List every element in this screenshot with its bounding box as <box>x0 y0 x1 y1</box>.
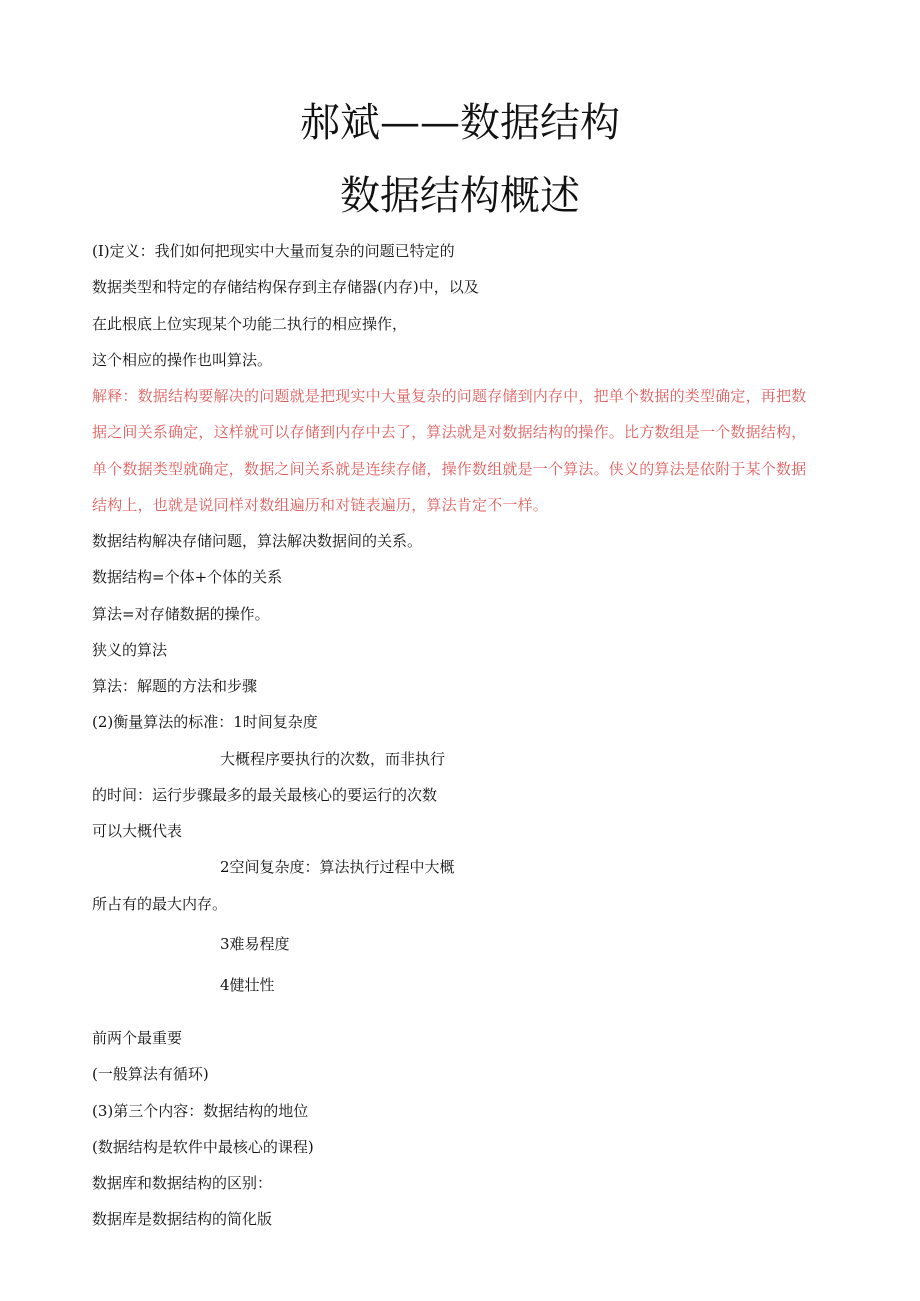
explanation-line-1: 解释：数据结构要解决的问题就是把现实中大量复杂的问题存储到内存中，把单个数据的类型确定，再把数 <box>92 387 807 405</box>
document-title: 郝斌——数据结构 <box>300 100 620 146</box>
definition-line-1: (I)定义：我们如何把现实中大量而复杂的问题已特定的 <box>92 242 455 260</box>
explanation-line-4: 结构上，也就是说同样对数组遍历和对链表遍历，算法肯定不一样。 <box>92 496 549 514</box>
explanation-line-2: 据之间关系确定，这样就可以存储到内存中去了，算法就是对数据结构的操作。比方数组是一个数据结构， <box>92 423 807 441</box>
space-complexity-line-1: 2空间复杂度：算法执行过程中大概 <box>220 858 455 876</box>
difficulty-line: 3难易程度 <box>220 935 290 953</box>
definition-line-3: 在此根底上位实现某个功能二执行的相应操作， <box>92 315 408 333</box>
time-complexity-line-2: 的时间：运行步骤最多的最关最核心的要运行的次数 <box>92 786 438 804</box>
time-complexity-line-3: 可以大概代表 <box>92 822 183 840</box>
summary-line-3: 算法=对存储数据的操作。 <box>92 605 270 623</box>
importance-line: 前两个最重要 <box>92 1029 183 1047</box>
robustness-line: 4健壮性 <box>220 976 275 994</box>
explanation-line-3: 单个数据类型就确定，数据之间关系就是连续存储，操作数组就是一个算法。侠义的算法是依附于某个数据 <box>92 460 807 478</box>
definition-line-4: 这个相应的操作也叫算法。 <box>92 351 273 369</box>
course-importance-line: (数据结构是软件中最核心的课程) <box>92 1138 314 1156</box>
algorithm-definition-line: 算法：解题的方法和步骤 <box>92 677 258 695</box>
section-title: 数据结构概述 <box>340 173 580 219</box>
narrow-algorithm-heading: 狭义的算法 <box>92 641 168 659</box>
loop-note-line: (一般算法有循环) <box>92 1065 209 1083</box>
third-content-heading: (3)第三个内容：数据结构的地位 <box>92 1102 309 1120</box>
space-complexity-line-2: 所占有的最大内存。 <box>92 895 228 913</box>
database-difference-line: 数据库是数据结构的简化版 <box>92 1210 273 1228</box>
summary-line-1: 数据结构解决存储问题，算法解决数据间的关系。 <box>92 532 423 550</box>
measurement-heading: (2)衡量算法的标准：1时间复杂度 <box>92 713 318 731</box>
time-complexity-line-1: 大概程序要执行的次数，而非执行 <box>220 750 446 768</box>
summary-line-2: 数据结构=个体+个体的关系 <box>92 568 283 586</box>
definition-line-2: 数据类型和特定的存储结构保存到主存储器(内存)中，以及 <box>92 278 479 296</box>
database-difference-heading: 数据库和数据结构的区别： <box>92 1174 273 1192</box>
